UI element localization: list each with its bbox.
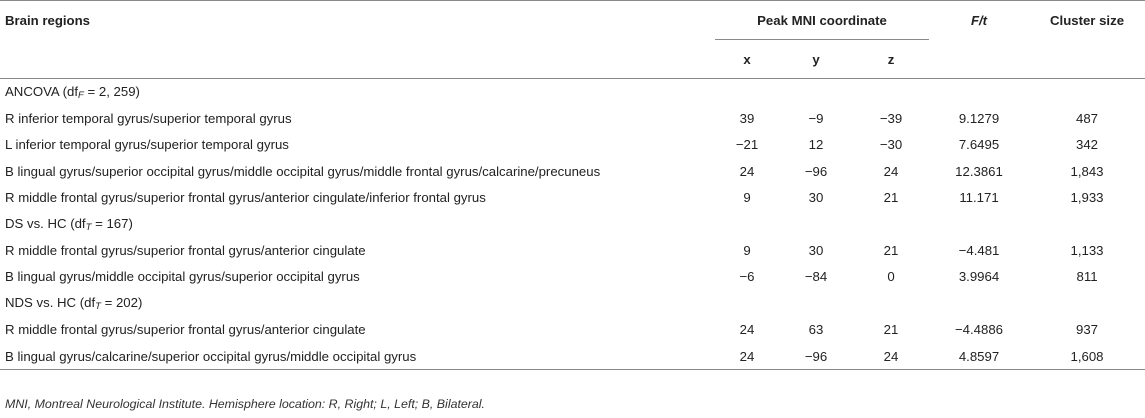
ft-cell: −4.4886 [954,322,1004,338]
header-empty-regions [0,40,715,79]
section-ds-prefix: DS vs. HC (df [5,215,86,231]
cluster-cell: 487 [1076,111,1099,127]
y-cell: −9 [808,111,824,127]
z-cell: 21 [883,190,899,206]
section-row-ds [0,211,1145,237]
x-cell: 9 [743,190,751,206]
y-cell: −96 [779,343,853,370]
y-cell: −84 [804,269,828,285]
y-cell: 63 [808,322,824,338]
ft-cell: −4.481 [958,243,1000,259]
section-ds-suffix: = 167) [91,215,133,231]
y-cell: 30 [808,243,824,259]
header-row-2 [0,40,1145,79]
header-peak-mni: Peak MNI coordinate [715,1,929,40]
header-empty-cluster [1029,40,1145,79]
section-nds-prefix: NDS vs. HC (df [5,294,96,310]
x-cell: 24 [739,163,755,179]
section-label-ds [0,211,1145,237]
table-row [0,237,1145,263]
cluster-cell: 1,843 [1070,163,1104,179]
y-cell: 30 [808,190,824,206]
section-nds-suffix: = 202) [100,294,143,310]
table-footnote: MNI, Montreal Neurological Institute. Hemisphere location: R, Right; L, Left; B, Bilateral. [5,397,486,411]
z-cell: −30 [879,137,903,153]
table-row [0,317,1145,343]
header-brain-regions: Brain regions [0,1,715,40]
section-row-nds [0,290,1145,316]
x-cell: 24 [739,322,755,338]
y-cell: −96 [804,163,828,179]
x-cell: 24 [715,343,779,370]
z-cell: −39 [879,111,903,127]
table-row [0,343,1145,370]
header-row-1 [0,1,1145,40]
section-ds-subscript: T [85,221,92,233]
table-row [0,158,1145,184]
cluster-cell: 1,133 [1070,243,1104,259]
table-row [0,132,1145,158]
header-x: x [715,40,779,79]
header-y: y [779,40,853,79]
section-ancova-prefix: ANCOVA (df [5,83,79,99]
y-cell: 12 [808,137,824,153]
table-row [0,185,1145,211]
section-ancova-suffix: = 2, 259) [83,83,140,99]
x-cell: 39 [739,111,755,127]
ft-cell: 12.3861 [955,163,1003,179]
header-z: z [853,40,929,79]
cluster-cell: 1,608 [1029,343,1145,370]
z-cell: 24 [853,343,929,370]
ft-cell: 9.1279 [958,111,1000,127]
cluster-cell: 811 [1076,269,1098,285]
region-cell: R inferior temporal gyrus/superior temporal gyrus [5,111,292,127]
ft-cell: 4.8597 [929,343,1029,370]
section-row-ancova [0,79,1145,106]
region-cell: B lingual gyrus/middle occipital gyrus/superior occipital gyrus [5,269,360,285]
header-ft: F/t [929,1,1029,40]
ft-cell: 7.6495 [958,137,1000,153]
x-cell: −6 [739,269,755,285]
region-cell: R middle frontal gyrus/superior frontal gyrus/anterior cingulate [5,243,366,259]
region-cell: B lingual gyrus/calcarine/superior occipital gyrus/middle occipital gyrus [0,343,715,370]
x-cell: −21 [735,137,759,153]
z-cell: 24 [883,163,899,179]
z-cell: 0 [887,269,895,285]
table-row [0,264,1145,290]
ft-cell: 3.9964 [958,269,1000,285]
section-label-nds [0,290,1145,316]
region-cell: L inferior temporal gyrus/superior temporal gyrus [5,137,289,153]
cluster-cell: 937 [1076,322,1099,338]
section-ancova-subscript: F [78,89,84,101]
section-nds-subscript: T [95,300,101,312]
region-cell: R middle frontal gyrus/superior frontal gyrus/anterior cingulate/inferior frontal gyrus [5,190,486,206]
region-cell: B lingual gyrus/superior occipital gyrus/middle occipital gyrus/middle frontal gyrus/calcarine/precuneus [5,163,601,179]
section-label-ancova [0,79,1145,106]
table-row [0,105,1145,131]
x-cell: 9 [743,243,751,259]
z-cell: 21 [883,322,899,338]
header-cluster-size: Cluster size [1029,1,1145,40]
z-cell: 21 [883,243,899,259]
header-empty-ft [929,40,1029,79]
region-cell: R middle frontal gyrus/superior frontal gyrus/anterior cingulate [5,322,366,338]
ft-cell: 11.171 [959,190,999,206]
cluster-cell: 1,933 [1070,190,1104,206]
cluster-cell: 342 [1076,137,1099,153]
